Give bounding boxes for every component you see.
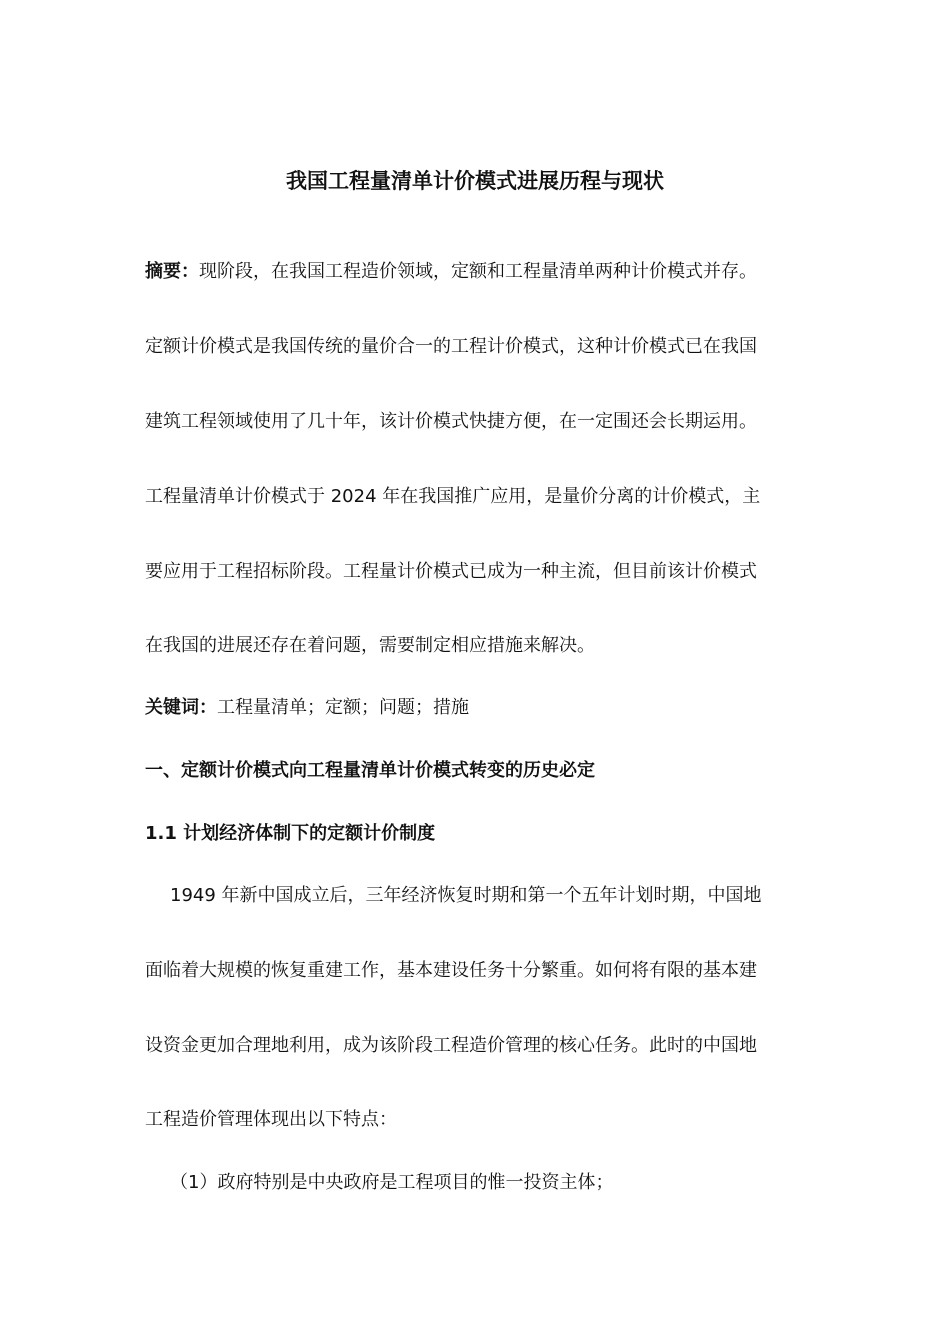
subsection-heading-1-1: 1.1 计划经济体制下的定额计价制度 (145, 823, 436, 844)
abstract-line-5: 要应用于工程招标阶段。工程量计价模式已成为一种主流，但目前该计价模式 (145, 561, 757, 582)
abstract-label: 摘要： (145, 261, 199, 282)
document-title: 我国工程量清单计价模式进展历程与现状 (286, 169, 664, 193)
keywords-text: 工程量清单；定额；问题；措施 (217, 697, 469, 718)
abstract-line-2: 定额计价模式是我国传统的量价合一的工程计价模式，这种计价模式已在我国 (145, 336, 757, 357)
paragraph-line-3: 设资金更加合理地利用，成为该阶段工程造价管理的核心任务。此时的中国地 (145, 1035, 757, 1056)
abstract-line-4: 工程量清单计价模式于 2024 年在我国推广应用，是量价分离的计价模式，主 (145, 486, 761, 507)
keywords-line (145, 696, 815, 720)
abstract-line-3: 建筑工程领域使用了几十年，该计价模式快捷方便，在一定围还会长期运用。 (145, 411, 757, 432)
keywords-label: 关键词： (145, 697, 217, 718)
abstract-text: 现阶段，在我国工程造价领域，定额和工程量清单两种计价模式并存。 (199, 261, 757, 282)
paragraph-line-1: 1949 年新中国成立后，三年经济恢复时期和第一个五年计划时期，中国地 (170, 885, 762, 906)
section-heading-1: 一、定额计价模式向工程量清单计价模式转变的历史必定 (145, 760, 595, 781)
paragraph-line-4: 工程造价管理体现出以下特点： (145, 1109, 397, 1130)
paragraph-line-2: 面临着大规模的恢复重建工作，基本建设任务十分繁重。如何将有限的基本建 (145, 960, 757, 981)
abstract-line-6: 在我国的进展还存在着问题，需要制定相应措施来解决。 (145, 635, 595, 656)
list-item-1: （1）政府特别是中央政府是工程项目的惟一投资主体； (170, 1172, 614, 1193)
abstract-line-1 (145, 260, 815, 284)
